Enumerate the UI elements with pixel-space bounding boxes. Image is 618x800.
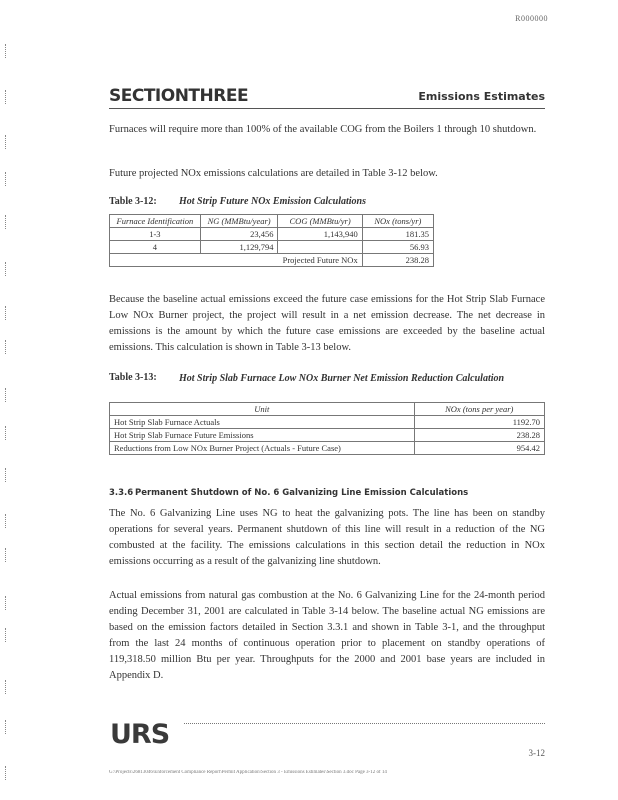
table-cell: 954.42 xyxy=(414,442,545,455)
footer-rule xyxy=(184,723,545,724)
table-header-cell: NG (MMBtu/year) xyxy=(200,215,278,228)
subsection-heading xyxy=(109,488,468,498)
section-header xyxy=(109,86,545,106)
table-cell: 23,456 xyxy=(200,228,278,241)
table-row xyxy=(110,429,545,442)
table-3-12-caption xyxy=(109,196,366,207)
table-3-12-number: Table 3-12: xyxy=(109,196,157,207)
table-3-13-caption xyxy=(109,372,545,385)
footer-file-path: G:\Projects\26813046\Enforcement Compliance Report\Permit Application\Section 3 - Emissions Estimates\Section 3.doc Page 3-12 of 14 xyxy=(109,770,387,775)
section-title: Emissions Estimates xyxy=(418,90,545,103)
table-cell: 1,129,794 xyxy=(200,241,278,254)
table-total-value: 238.28 xyxy=(362,254,433,267)
paragraph-5: Actual emissions from natural gas combustion at the No. 6 Galvanizing Line for the 24-month period ending December 31, 2001 are calculated in Table 3-14 below. The baseline actual NG emissions are based on the emission factors detailed in Section 3.3.1 and shown in Table 3-1, and the throughput from the last 24 months of continuous operation prior to placement on standby operations of 119,318.50 million Btu per year. Throughputs for the 2000 and 2001 base years are included in Appendix D. xyxy=(109,590,545,681)
subsection-title: Permanent Shutdown of No. 6 Galvanizing Line Emission Calculations xyxy=(135,488,469,498)
table-3-12-title: Hot Strip Future NOx Emission Calculations xyxy=(179,196,366,207)
table-total-row xyxy=(110,254,434,267)
paragraph-1: Furnaces will require more than 100% of the available COG from the Boilers 1 through 10 shutdown. xyxy=(109,124,537,135)
table-cell: 1-3 xyxy=(110,228,201,241)
paragraph-4: The No. 6 Galvanizing Line uses NG to heat the galvanizing pots. The line has been on standby operations for several years. Permanent shutdown of this line will result in a reduction of the NG combusted at the facility. The emissions calculations in this section detail the reduction in NOx emissions occurring as a result of the galvanizing line shutdown. xyxy=(109,508,545,567)
table-header-cell: NOx (tons per year) xyxy=(414,403,545,416)
table-3-13-title: Hot Strip Slab Furnace Low NOx Burner Net Emission Reduction Calculation xyxy=(179,373,505,384)
table-cell: 56.93 xyxy=(362,241,433,254)
table-row xyxy=(110,416,545,429)
table-cell xyxy=(278,241,362,254)
table-3-12 xyxy=(109,214,434,267)
header-rule xyxy=(109,108,545,109)
table-header-cell: NOx (tons/yr) xyxy=(362,215,433,228)
section-label: SECTIONTHREE xyxy=(109,86,249,106)
table-header-cell: Furnace Identification xyxy=(110,215,201,228)
table-row xyxy=(110,228,434,241)
table-header-cell: COG (MMBtu/yr) xyxy=(278,215,362,228)
paragraph-2: Future projected NOx emissions calculations are detailed in Table 3-12 below. xyxy=(109,168,438,179)
urs-logo: URS xyxy=(110,719,170,750)
table-cell: Hot Strip Slab Furnace Future Emissions xyxy=(110,429,415,442)
table-cell: 1,143,940 xyxy=(278,228,362,241)
table-cell: 181.35 xyxy=(362,228,433,241)
table-cell: Reductions from Low NOx Burner Project (Actuals - Future Case) xyxy=(110,442,415,455)
page-number: 3-12 xyxy=(528,748,545,758)
table-3-13 xyxy=(109,402,545,455)
table-row xyxy=(110,241,434,254)
table-row xyxy=(110,442,545,455)
table-cell: Hot Strip Slab Furnace Actuals xyxy=(110,416,415,429)
table-cell: 238.28 xyxy=(414,429,545,442)
table-header-cell: Unit xyxy=(110,403,415,416)
table-3-13-number: Table 3-13: xyxy=(109,372,157,383)
table-cell: 1192.70 xyxy=(414,416,545,429)
table-total-label: Projected Future NOx xyxy=(110,254,363,267)
binder-marks xyxy=(0,0,14,800)
table-cell: 4 xyxy=(110,241,201,254)
paragraph-3: Because the baseline actual emissions exceed the future case emissions for the Hot Strip Slab Furnace Low NOx Burner project, the project will result in a net emission decrease. The net decrease in emissions is the amount by which the future case emissions are exceeded by the baseline actual emissions. This calculation is shown in Table 3-13 below. xyxy=(109,294,545,353)
subsection-number: 3.3.6 xyxy=(109,488,134,498)
page-id: R000000 xyxy=(515,14,548,23)
